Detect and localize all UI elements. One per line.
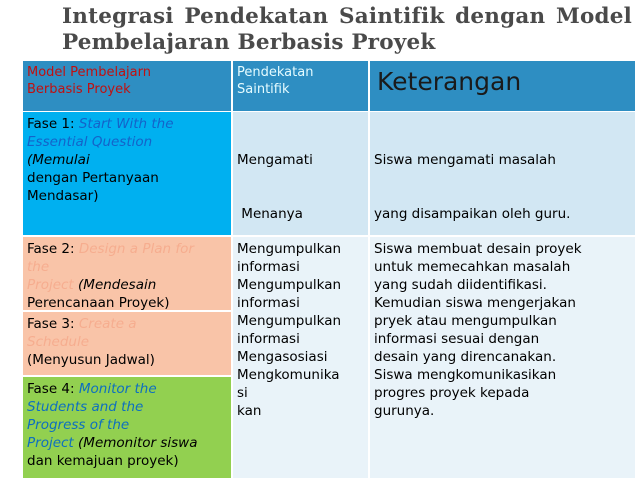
description-line: yang disampaikan oleh guru. (374, 206, 571, 222)
header-approach (233, 61, 368, 111)
description-line: desain yang direncanakan. (374, 349, 557, 365)
header-description-text: Keterangan (377, 67, 522, 96)
phase-4-en: Students and the (27, 399, 144, 415)
title-word: Model (555, 4, 632, 29)
approach-line: Mengkomunika (237, 367, 340, 383)
phase-3-en: Create a (78, 316, 137, 332)
phase-1-en: Essential Question (27, 134, 153, 150)
approach-line: Mengumpulkan (237, 241, 342, 257)
approach-line: Menanya (237, 206, 303, 222)
phase-2-4-approach (233, 237, 368, 478)
phase-4-cell (23, 377, 231, 478)
header-model-line: Berbasis Proyek (27, 82, 131, 97)
title-word: Integrasi (62, 4, 174, 29)
phase-2-en: Design a Plan for (78, 241, 194, 257)
phase-4-en: Project (27, 435, 74, 451)
approach-line: Mengumpulkan (237, 313, 342, 329)
phase-1-id: (Memulai (27, 152, 90, 168)
description-line: gurunya. (374, 403, 435, 419)
approach-line: Mengumpulkan (237, 277, 342, 293)
phase-2-id: (Mendesain (73, 277, 157, 293)
approach-line: Mengamati (237, 152, 313, 168)
phase-1-id: dengan Pertanyaan (27, 170, 159, 186)
title-word: Pendekatan (184, 4, 329, 29)
phase-3-prefix: Fase 3: (27, 316, 79, 332)
phase-2-4-description (370, 237, 635, 478)
phase-1-prefix: Fase 1: (27, 116, 79, 132)
phase-1-en: Start With the (78, 116, 174, 132)
phase-2-cell (23, 237, 231, 310)
description-line: Siswa mengkomunikasikan (374, 367, 557, 383)
phase-4-id: dan kemajuan proyek) (27, 453, 179, 469)
title-word: dengan (455, 4, 546, 29)
header-model (23, 61, 231, 111)
header-approach-line: Pendekatan (237, 65, 314, 80)
phase-3-cell (23, 312, 231, 375)
title-word: Saintifik (338, 4, 445, 29)
phase-table (23, 61, 635, 478)
header-model-line: Model Pembelajarn (27, 65, 151, 80)
description-line: untuk memecahkan masalah (374, 259, 571, 275)
description-line: Siswa membuat desain proyek (374, 241, 582, 257)
header-description (370, 61, 635, 111)
phase-4-en: Monitor the (78, 381, 157, 397)
description-line: progres proyek kepada (374, 385, 530, 401)
description-line: Kemudian siswa mengerjakan (374, 295, 576, 311)
phase-3-id: (Menyusun Jadwal) (27, 352, 155, 368)
phase-1-id: Mendasar) (27, 188, 99, 204)
approach-line: informasi (237, 295, 300, 311)
description-line: pryek atau mengumpulkan (374, 313, 557, 329)
phase-3-en: Schedule (27, 334, 90, 350)
approach-line: informasi (237, 259, 300, 275)
phase-2-id: Perencanaan Proyek) (27, 295, 170, 310)
description-line: yang sudah diidentifikasi. (374, 277, 547, 293)
phase-2-en: the (27, 259, 50, 275)
approach-line: Mengasosiasi (237, 349, 328, 365)
title-line-2: Pembelajaran Berbasis Proyek (62, 30, 436, 55)
phase-1-approach (233, 112, 368, 235)
phase-4-en: Progress of the (27, 417, 130, 433)
approach-line: si (237, 385, 248, 401)
title-line-1 (62, 4, 632, 30)
approach-line: kan (237, 403, 262, 419)
header-approach-line: Saintifik (237, 82, 290, 97)
description-line: Siswa mengamati masalah (374, 152, 556, 168)
phase-1-cell (23, 112, 231, 235)
phase-2-en: Project (27, 277, 74, 293)
phase-1-description (370, 112, 635, 235)
phase-4-prefix: Fase 4: (27, 381, 79, 397)
approach-line: informasi (237, 331, 300, 347)
phase-2-prefix: Fase 2: (27, 241, 79, 257)
description-line: informasi sesuai dengan (374, 331, 540, 347)
phase-4-id: (Memonitor siswa (73, 435, 198, 451)
slide-title (62, 4, 632, 56)
